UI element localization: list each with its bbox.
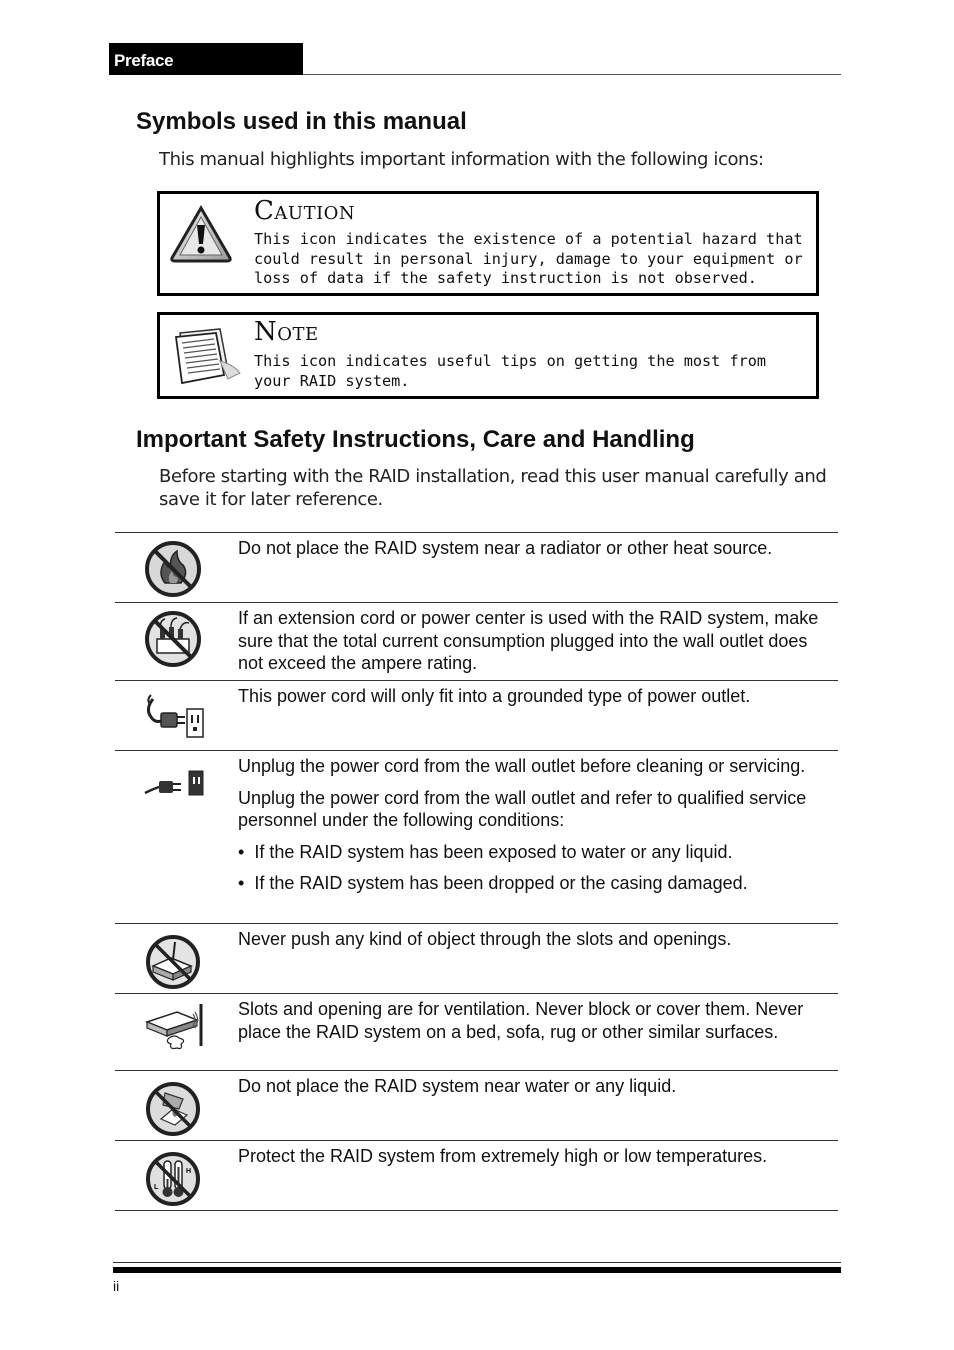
row-text: This power cord will only fit into a grounded type of power outlet. bbox=[238, 686, 751, 706]
no-heat-source-icon bbox=[143, 539, 203, 604]
table-row bbox=[115, 602, 838, 680]
note-title: Note bbox=[254, 317, 319, 347]
no-objects-in-slots-icon bbox=[143, 932, 203, 997]
unplug-cord-icon bbox=[143, 769, 207, 804]
no-overload-outlet-icon bbox=[143, 609, 203, 674]
symbols-heading: Symbols used in this manual bbox=[136, 108, 467, 135]
row-text: If an extension cord or power center is used with the RAID system, make sure that the total current consumption plugged into the wall outlet does not exceed the ampere rating. bbox=[238, 608, 819, 673]
section-tab: Preface bbox=[109, 43, 303, 75]
caution-box bbox=[157, 191, 819, 296]
table-row bbox=[115, 993, 838, 1070]
row-text: Protect the RAID system from extremely high or low temperatures. bbox=[238, 1146, 768, 1166]
table-bottom-rule bbox=[115, 1210, 838, 1211]
note-paper-icon bbox=[168, 325, 244, 390]
row-text: Do not place the RAID system near a radiator or other heat source. bbox=[238, 538, 773, 558]
svg-text:L: L bbox=[154, 1184, 159, 1191]
grounded-plug-icon bbox=[143, 691, 207, 748]
safety-intro: Before starting with the RAID installation, read this user manual carefully and save it for later reference. bbox=[159, 466, 827, 510]
row-text: Unplug the power cord from the wall outlet and refer to qualified service personnel under the following conditions: bbox=[238, 787, 807, 830]
row-text: Unplug the power cord from the wall outlet before cleaning or servicing. bbox=[238, 756, 806, 776]
bullet-item: • If the RAID system has been dropped or the casing damaged. bbox=[238, 873, 748, 893]
note-text: This icon indicates useful tips on getting the most from your RAID system. bbox=[254, 352, 767, 390]
note-box bbox=[157, 312, 819, 399]
safety-instructions-table bbox=[115, 532, 838, 1211]
caution-icon bbox=[168, 204, 234, 269]
symbols-intro: This manual highlights important information with the following icons: bbox=[159, 149, 764, 170]
footer-rule bbox=[113, 1262, 841, 1263]
table-row bbox=[115, 923, 838, 993]
table-row bbox=[115, 680, 838, 750]
row-text: Slots and opening are for ventilation. Never block or cover them. Never place the RAID system on a bed, sofa, rug or other similar surfaces. bbox=[238, 999, 804, 1042]
page-number: ii bbox=[113, 1278, 120, 1294]
header-rule bbox=[303, 74, 841, 75]
ventilation-icon bbox=[143, 1002, 207, 1057]
temperature-icon bbox=[143, 1149, 203, 1214]
bullet-item: • If the RAID system has been exposed to water or any liquid. bbox=[238, 841, 733, 862]
svg-text:H: H bbox=[186, 1168, 192, 1175]
table-row bbox=[115, 1140, 838, 1210]
no-water-icon bbox=[143, 1079, 203, 1144]
caution-title: Caution bbox=[254, 196, 356, 226]
table-row bbox=[115, 750, 838, 923]
footer-rule-thick bbox=[113, 1267, 841, 1273]
table-row bbox=[115, 1070, 838, 1140]
row-text: Never push any kind of object through the slots and openings. bbox=[238, 929, 732, 949]
safety-heading: Important Safety Instructions, Care and Handling bbox=[136, 426, 695, 453]
caution-text: This icon indicates the existence of a potential hazard that could result in personal injury, damage to your equipment or loss of data if the safety instruction is not observed. bbox=[254, 230, 803, 287]
row-text: Do not place the RAID system near water or any liquid. bbox=[238, 1076, 677, 1096]
row-text-group bbox=[238, 755, 828, 904]
table-row bbox=[115, 532, 838, 602]
